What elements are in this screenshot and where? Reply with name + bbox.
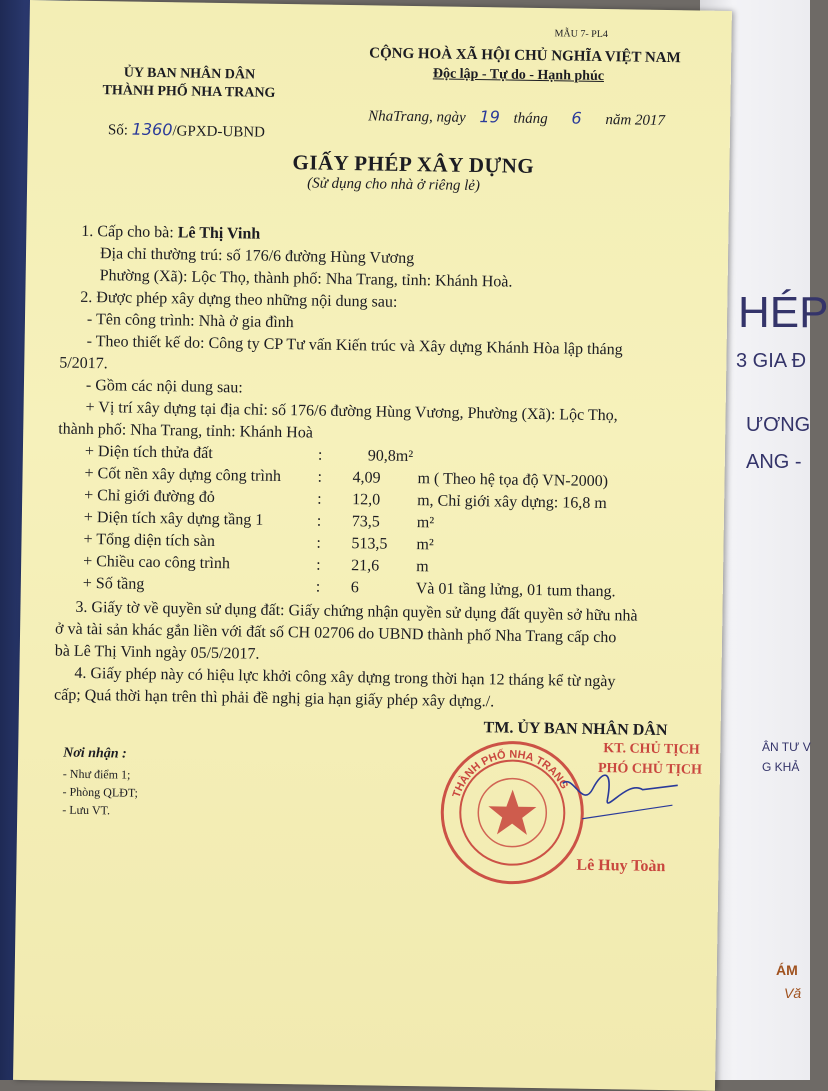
spec-label: + Tổng diện tích sàn (83, 530, 216, 550)
spec-value: 21,6 (351, 557, 380, 575)
form-code: MẪU 7- PL4 (554, 28, 608, 41)
location-line-1: + Vị trí xây dựng tại địa chỉ: số 176/6 đường Hùng Vương, Phường (Xã): Lộc Thọ, (85, 398, 618, 425)
section-3-line-3: bà Lê Thị Vinh ngày 05/5/2017. (54, 642, 260, 663)
handwritten-signature (552, 763, 683, 825)
signature-role-1: KT. CHỦ TỊCH (603, 741, 700, 758)
section-1-label: 1. Cấp cho bà: (81, 222, 174, 242)
spec-colon: : (316, 534, 322, 552)
recipient-name: Lê Thị Vinh (177, 224, 261, 243)
section-4-line-1: 4. Giấy phép này có hiệu lực khởi công xây dựng trong thời hạn 12 tháng kể từ ngày (74, 664, 616, 691)
bg-text-4: ANG - (746, 451, 802, 473)
spec-row (84, 487, 215, 507)
issuer-line-1: ỦY BAN NHÂN DÂN (123, 65, 256, 83)
spec-unit: m ( Theo hệ tọa độ VN-2000) (417, 470, 609, 491)
date-month: 6 (571, 108, 582, 128)
bg-text-3: ƯƠNG (746, 414, 811, 436)
spec-row (83, 575, 145, 594)
country-line-1: CỘNG HOÀ XÃ HỘI CHỦ NGHĨA VIỆT NAM (369, 45, 681, 67)
spec-colon: : (317, 468, 323, 486)
spec-unit: Và 01 tầng lửng, 01 tum thang. (415, 580, 616, 601)
permit-document (13, 0, 732, 1091)
bg-text-7: ÁM (776, 962, 798, 978)
date-place: NhaTrang, ngày (368, 108, 466, 126)
project-name: - Tên công trình: Nhà ở gia đình (86, 310, 294, 332)
spec-value: 90,8m² (367, 447, 414, 466)
issuer-line-2: THÀNH PHỐ NHA TRANG (102, 83, 276, 101)
date-day: 19 (479, 107, 500, 127)
spec-row (84, 465, 281, 486)
country-motto: Độc lập - Tự do - Hạnh phúc (432, 66, 605, 85)
spec-colon: : (316, 512, 322, 530)
date-year: năm 2017 (605, 112, 666, 129)
bg-text-8: Vă (784, 985, 802, 1001)
bg-text-1: HÉP (738, 288, 828, 337)
spec-unit: m (416, 558, 429, 576)
bg-text-6: G KHẢ (762, 760, 800, 774)
signature-org: TM. ỦY BAN NHÂN DÂN (483, 719, 668, 740)
section-1 (81, 223, 260, 244)
design-line-1: - Theo thiết kế do: Công ty CP Tư vấn Kiến trúc và Xây dựng Khánh Hòa lập tháng (86, 332, 623, 359)
spec-colon: : (315, 578, 321, 596)
section-3-line-1: 3. Giấy tờ về quyền sử dụng đất: Giấy chứng nhận quyền sử dụng đất quyền sở hữu nhà (75, 598, 638, 625)
spec-colon: : (317, 446, 323, 464)
spec-colon: : (317, 490, 322, 508)
document-title: GIẤY PHÉP XÂY DỰNG (292, 150, 535, 178)
spec-unit: m² (416, 536, 434, 554)
recipients-label: Nơi nhận : (63, 745, 127, 762)
recipient-item: - Lưu VT. (62, 802, 111, 818)
spec-label: + Số tầng (82, 574, 145, 593)
recipient-item: - Phòng QLĐT; (62, 784, 139, 800)
spec-label: + Diện tích thửa đất (84, 442, 213, 462)
signature-role-2: PHÓ CHỦ TỊCH (597, 761, 703, 778)
issue-date (368, 105, 665, 130)
spec-colon: : (316, 556, 321, 574)
spec-unit: m, Chỉ giới xây dựng: 16,8 m (417, 492, 607, 513)
spec-row (85, 443, 213, 463)
design-line-2: 5/2017. (59, 354, 108, 373)
contents-line: - Gồm các nội dung sau: (85, 376, 243, 397)
signer-name: Lê Huy Toàn (576, 856, 666, 876)
spec-row (83, 553, 230, 573)
document-subtitle: (Sử dụng cho nhà ở riêng lẻ) (307, 175, 481, 195)
ward-line: Phường (Xã): Lộc Thọ, thành phố: Nha Trang, tỉnh: Khánh Hoà. (99, 267, 513, 291)
spec-value: 4,09 (352, 469, 381, 487)
spec-row (84, 509, 264, 530)
date-month-label: tháng (513, 110, 548, 128)
recipient-item: - Như điểm 1; (62, 766, 131, 782)
spec-label: + Chiều cao công trình (83, 552, 231, 573)
spec-label: + Cốt nền xây dựng công trình (84, 464, 282, 485)
location-line-2: thành phố: Nha Trang, tỉnh: Khánh Hoà (58, 420, 314, 442)
section-2: 2. Được phép xây dựng theo những nội dung sau: (80, 288, 398, 311)
spec-value: 12,0 (352, 491, 381, 509)
bg-text-5: ÂN TƯ V (762, 740, 811, 754)
spec-value: 73,5 (351, 513, 380, 531)
section-4-line-2: cấp; Quá thời hạn trên thì phải đề nghị gia hạn giấy phép xây dựng./. (53, 686, 495, 711)
document-number (108, 119, 265, 141)
number-handwritten: 1360 (131, 119, 173, 140)
spec-label: + Chỉ giới đường đỏ (84, 486, 215, 506)
spec-label: + Diện tích xây dựng tầng 1 (83, 508, 264, 529)
section-3-line-2: ở và tài sản khác gắn liền với đất số CH 02706 do UBND thành phố Nha Trang cấp cho (54, 620, 617, 647)
seal-text: THÀNH PHỐ NHA TRANG (450, 748, 571, 800)
number-prefix: Số: (107, 122, 129, 139)
spec-value: 6 (350, 579, 359, 597)
bg-text-2: 3 GIA Đ (736, 350, 807, 372)
number-suffix: /GPXD-UBND (172, 123, 266, 141)
spec-unit: m² (416, 514, 435, 532)
address-line: Địa chỉ thường trú: số 176/6 đường Hùng Vương (99, 245, 415, 268)
spec-row (83, 531, 215, 551)
spec-value: 513,5 (351, 535, 388, 553)
